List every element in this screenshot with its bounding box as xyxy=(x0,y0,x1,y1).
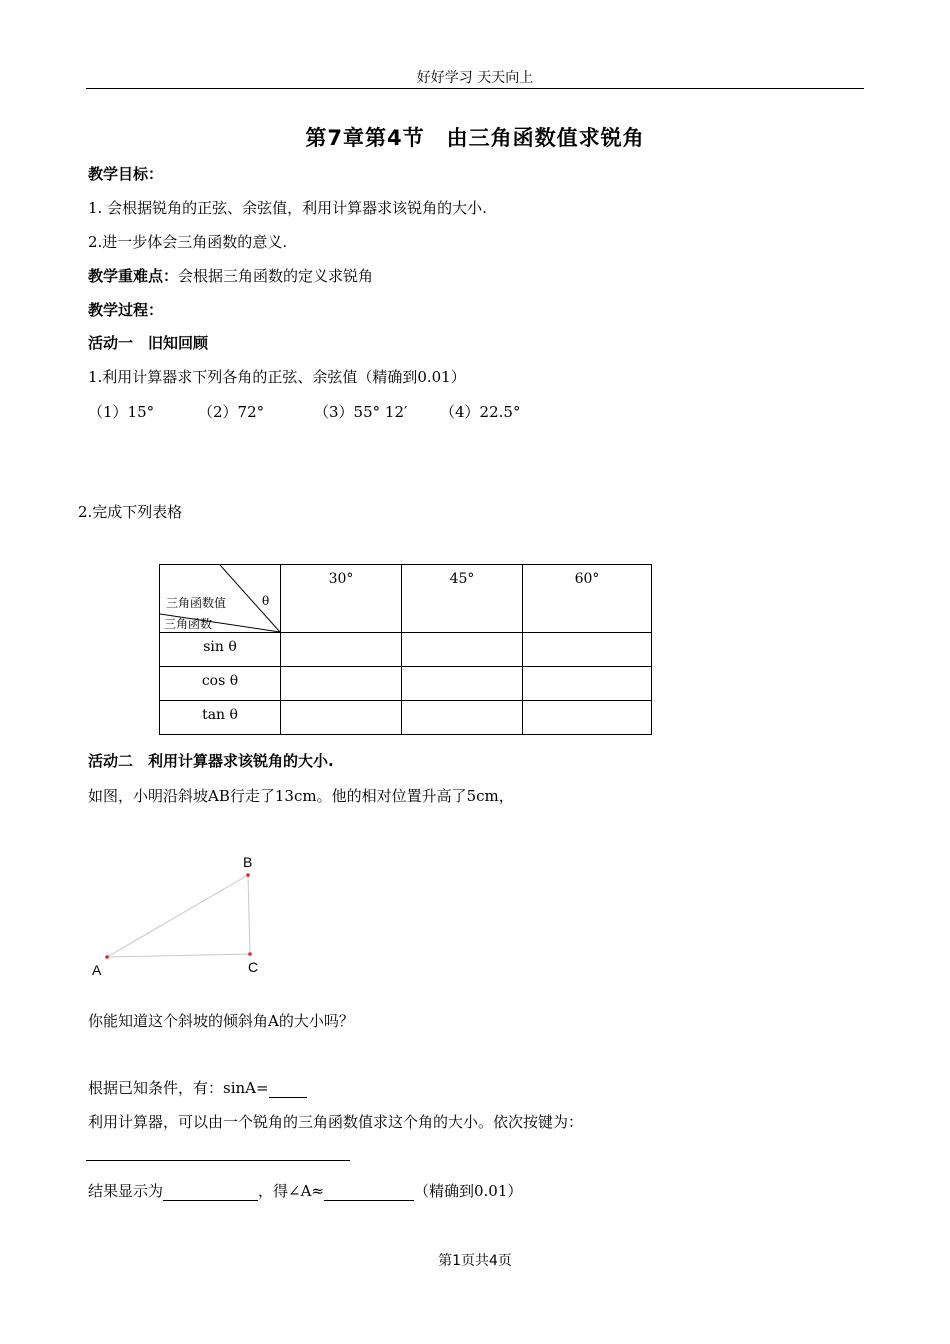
label-c: C xyxy=(248,959,259,975)
table-cell xyxy=(402,667,523,701)
table-cell xyxy=(523,701,652,735)
row-header: cos θ xyxy=(160,667,281,701)
calc-instruction: 利用计算器，可以由一个锐角的三角函数值求这个角的大小。依次按键为： xyxy=(88,1113,584,1131)
angle-4: （4）22.5° xyxy=(440,403,521,421)
answer-blank-display[interactable] xyxy=(163,1182,258,1201)
objective-2: 2.进一步体会三角函数的意义. xyxy=(88,233,288,251)
point-b xyxy=(246,873,250,877)
answer-blank-sin[interactable] xyxy=(269,1079,307,1098)
angle-1: （1）15° xyxy=(88,403,155,421)
activity1-question1: 1.利用计算器求下列各角的正弦、余弦值（精确到0.01） xyxy=(88,368,466,386)
label-b: B xyxy=(243,854,253,870)
activity2-question: 你能知道这个斜坡的倾斜角A的大小吗？ xyxy=(88,1012,354,1030)
activity1-question2: 2.完成下列表格 xyxy=(78,503,183,521)
answer-line-keys[interactable] xyxy=(86,1160,350,1161)
result-suffix: （精确到0.01） xyxy=(414,1182,523,1200)
point-a xyxy=(105,955,109,959)
header-rule xyxy=(86,88,864,89)
slope-diagram xyxy=(80,848,280,983)
table-cell xyxy=(402,633,523,667)
result-prefix: 结果显示为 xyxy=(88,1182,164,1200)
label-a: A xyxy=(92,962,102,978)
page-title: 第7章第4节 由三角函数值求锐角 xyxy=(305,126,645,150)
activity2-heading: 活动二 利用计算器求该锐角的大小. xyxy=(88,752,334,770)
activity2-intro: 如图，小明沿斜坡AB行走了13cm。他的相对位置升高了5cm， xyxy=(88,787,514,805)
segment-bc xyxy=(248,875,250,954)
objectives-heading: 教学目标： xyxy=(88,165,164,183)
segment-ab xyxy=(107,875,248,957)
page-footer: 第1页共4页 xyxy=(438,1253,512,1269)
activity1-heading: 活动一 旧知回顾 xyxy=(88,334,209,352)
corner-label-functions: 三角函数 xyxy=(164,617,213,631)
answer-blank-angle[interactable] xyxy=(324,1182,414,1201)
key-points xyxy=(88,265,373,286)
page-header: 好好学习 天天向上 xyxy=(416,70,534,86)
table-row xyxy=(160,667,652,701)
key-points-text: 会根据三角函数的定义求锐角 xyxy=(178,267,374,285)
key-points-label: 教学重难点： xyxy=(88,267,179,285)
condition-text: 根据已知条件，有：sinA= xyxy=(88,1079,269,1097)
table-cell xyxy=(402,701,523,735)
column-header: 45° xyxy=(402,565,523,633)
corner-label-theta: θ xyxy=(262,594,270,608)
table-cell xyxy=(281,667,402,701)
angle-3: （3）55° 12′ xyxy=(314,403,408,421)
result-mid: ，得∠A≈ xyxy=(258,1182,324,1200)
angle-2: （2）72° xyxy=(198,403,265,421)
table-corner-cell xyxy=(160,565,281,633)
point-c xyxy=(248,952,252,956)
row-header: sin θ xyxy=(160,633,281,667)
table-cell xyxy=(281,633,402,667)
table-row xyxy=(160,633,652,667)
objective-1: 1. 会根据锐角的正弦、余弦值，利用计算器求该锐角的大小. xyxy=(88,199,487,217)
process-heading: 教学过程： xyxy=(88,301,164,319)
segment-ac xyxy=(107,954,250,957)
result-line xyxy=(88,1180,522,1201)
row-header: tan θ xyxy=(160,701,281,735)
column-header: 30° xyxy=(281,565,402,633)
trig-table xyxy=(159,564,652,735)
table-row xyxy=(160,701,652,735)
table-cell xyxy=(523,667,652,701)
table-cell xyxy=(523,633,652,667)
column-header: 60° xyxy=(523,565,652,633)
table-cell xyxy=(281,701,402,735)
condition-line xyxy=(88,1077,307,1098)
corner-label-values: 三角函数值 xyxy=(166,596,227,610)
